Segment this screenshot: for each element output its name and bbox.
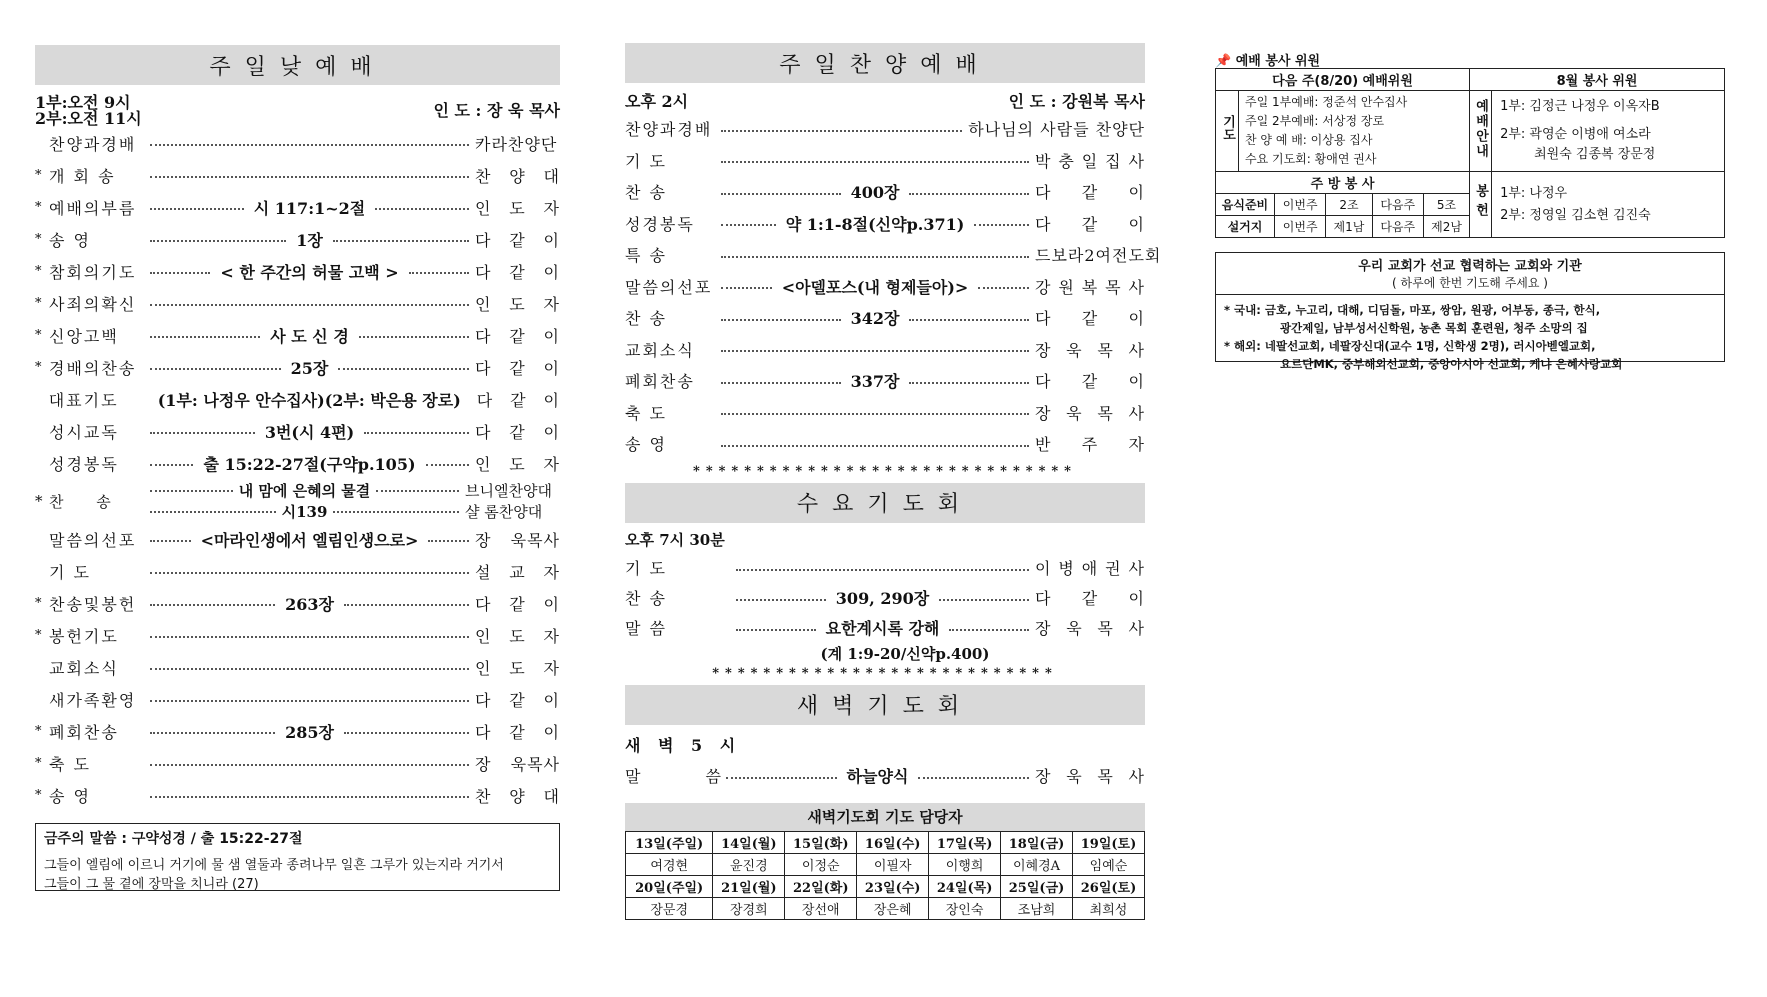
order-row — [35, 619, 560, 651]
dawn-name-cell: 장인숙 — [929, 897, 1001, 919]
row-label: 교회소식 — [625, 340, 695, 360]
row-star: * — [35, 327, 42, 343]
order-row — [35, 287, 560, 319]
order-row — [35, 779, 560, 811]
row-person: 드보라2여전도회 — [1035, 246, 1162, 266]
verse-title: 금주의 말씀 : 구약성경 / 출 15:22-27절 — [44, 831, 303, 847]
order-row — [35, 319, 560, 351]
row-person: 설 교 자 — [475, 562, 560, 582]
order-row — [625, 428, 1145, 460]
order-row — [35, 383, 560, 415]
order-row — [625, 334, 1145, 366]
row-label: 대표기도 — [48, 390, 119, 410]
order-row — [35, 191, 560, 223]
dawn-sermon-row — [625, 759, 1145, 793]
row-label: 기 도 — [625, 151, 667, 171]
order-row — [35, 127, 560, 159]
row-detail: < 한 주간의 허물 고백 > — [220, 262, 399, 282]
order-row — [35, 523, 560, 555]
row-star: * — [35, 199, 42, 215]
verse-line-1: 그들이 엘림에 이르니 거기에 물 샘 열둘과 종려나무 일흔 그루가 있는지라 거기서 — [44, 858, 504, 873]
row-person: 장 욱목사 — [475, 530, 561, 550]
row-person: 이 병 애 권 사 — [1035, 559, 1145, 578]
order-row — [625, 302, 1145, 334]
banner-title: 주일낮예배 — [209, 54, 386, 80]
row-label: 송 영 — [625, 435, 667, 455]
dawn-schedule-title: 새벽기도회 기도 담당자 — [625, 803, 1145, 831]
dawn-name-cell: 장은혜 — [857, 897, 929, 919]
column-sunday-morning — [35, 0, 560, 891]
row-person: 인 도 자 — [475, 658, 560, 678]
kitchen-this: 이번주 — [1274, 216, 1325, 238]
next-week-title: 다음 주(8/20) 예배위원 — [1216, 69, 1470, 91]
divider-stars-2: *************************** — [712, 665, 1058, 681]
dawn-day-cell: 25일(금) — [1001, 875, 1073, 897]
prayer-line: 수요 기도회: 황애연 권사 — [1245, 152, 1377, 166]
row-star: * — [35, 627, 42, 643]
row-detail: 342장 — [850, 309, 900, 329]
dawn-day-cell: 15일(화) — [785, 831, 857, 853]
hymn-row — [35, 479, 560, 523]
order-row — [35, 683, 560, 715]
row-label: 말씀의선포 — [49, 530, 137, 550]
hymn-choir1-song: 내 맘에 은혜의 물결 — [238, 482, 371, 500]
hymn-label: 찬 송 — [49, 492, 125, 511]
row-detail: 263장 — [285, 594, 334, 614]
order-row — [35, 555, 560, 587]
order-row — [35, 747, 560, 779]
row-person: 장 욱 목 사 — [1035, 340, 1145, 360]
row-label: 말씀의선포 — [625, 277, 713, 297]
kitchen-row-name: 음식준비 — [1216, 194, 1275, 216]
row-star: * — [35, 231, 42, 247]
row-label: 폐회찬송 — [49, 722, 119, 742]
dawn-name-cell: 장선애 — [785, 897, 857, 919]
prayer-line: 주일 1부예배: 정준석 안수집사 — [1245, 95, 1408, 109]
order-list-2 — [35, 523, 560, 811]
kitchen-row-name: 설거지 — [1216, 216, 1275, 238]
row-label: 참회의기도 — [49, 262, 137, 282]
row-label: 경배의찬송 — [49, 358, 137, 378]
order-row — [625, 365, 1145, 397]
mission-sub: ( 하루에 한번 기도해 주세요 ) — [1216, 274, 1724, 295]
afternoon-time-row — [625, 87, 1145, 113]
column-service-committee — [1215, 0, 1725, 371]
order-row — [35, 255, 560, 287]
mission-title: 우리 교회가 선교 협력하는 교회와 기관 — [1358, 259, 1582, 274]
dawn-name-cell: 임예순 — [1072, 853, 1144, 875]
row-person: 다 같 이 — [1035, 372, 1146, 392]
domestic-line-2: 광간제일, 남부성서신학원, 농촌 목회 훈련원, 청주 소망의 집 — [1280, 321, 1588, 335]
committee-table — [1215, 68, 1725, 238]
offering-line: 2부: 정영일 김소현 김진숙 — [1500, 207, 1651, 223]
row-label: 찬 송 — [625, 309, 667, 329]
row-person: 다 같 이 — [475, 262, 560, 282]
dawn-banner — [625, 685, 1145, 725]
order-row — [625, 397, 1145, 429]
wednesday-banner — [625, 483, 1145, 523]
row-person: 강 원 복 목 사 — [1035, 277, 1146, 297]
time-first: 1부:오전 9시 — [35, 93, 131, 112]
dawn-day-cell: 22일(화) — [785, 875, 857, 897]
order-row — [625, 239, 1162, 271]
row-label: 성경봉독 — [625, 214, 695, 234]
row-star: * — [35, 167, 42, 183]
row-label: 송 영 — [49, 786, 91, 806]
row-label: 특 송 — [625, 246, 667, 266]
overseas-line-1: 네팔선교회, 네팔장신대(교수 1명, 신학생 2명), 러시아벧엘교회, — [1264, 339, 1596, 353]
row-star: * — [35, 723, 42, 739]
month-title: 8월 봉사 위원 — [1470, 69, 1725, 91]
offering-label: 봉헌 — [1470, 172, 1492, 238]
order-row — [625, 553, 1145, 583]
kitchen-this: 이번주 — [1274, 194, 1325, 216]
order-row — [625, 271, 1145, 303]
usher-line: 1부: 김정근 나정우 이옥자B — [1500, 99, 1660, 114]
kitchen-next-val: 제2남 — [1423, 216, 1469, 238]
kitchen-title: 주 방 봉 사 — [1216, 172, 1470, 194]
row-person: 다 같 이 — [1035, 309, 1146, 329]
row-person: 장 욱 목 사 — [1035, 619, 1146, 638]
row-person: 다 같 이 — [475, 358, 561, 378]
kitchen-next: 다음주 — [1372, 194, 1423, 216]
pin-icon: 📌 — [1215, 54, 1232, 69]
hymn-star: * — [35, 492, 43, 510]
overseas-line-2: 요르단MK, 중부해외선교회, 중앙아시아 선교회, 케냐 은혜사랑교회 — [1280, 357, 1623, 371]
row-label: 말 씀 — [625, 619, 667, 638]
kitchen-this-val: 제1남 — [1326, 216, 1372, 238]
column-afternoon — [625, 0, 1162, 920]
row-person: 박 충 일 집 사 — [1035, 151, 1145, 171]
row-detail: 400장 — [850, 183, 900, 203]
order-row — [35, 223, 560, 255]
dawn-name-cell: 장문경 — [626, 897, 713, 919]
banner-title: 수요기도회 — [796, 492, 974, 517]
mission-box — [1215, 252, 1725, 371]
dawn-name-cell: 이혜경A — [1001, 853, 1073, 875]
row-label: 찬양과경배 — [49, 134, 137, 154]
row-detail: 사 도 신 경 — [270, 326, 349, 346]
dawn-day-cell: 26일(토) — [1072, 875, 1144, 897]
row-person: 다 같 이 — [1035, 214, 1146, 234]
row-person: 인 도 자 — [475, 454, 561, 474]
order-row — [625, 145, 1145, 177]
dawn-day-cell: 23일(수) — [857, 875, 929, 897]
row-detail: 337장 — [850, 372, 900, 392]
order-row — [625, 176, 1145, 208]
row-star: * — [35, 295, 42, 311]
kitchen-next-val: 5조 — [1423, 194, 1469, 216]
row-detail: 285장 — [285, 722, 334, 742]
row-person: 다 같 이 — [475, 326, 561, 346]
overseas-label: * 해외: — [1224, 339, 1261, 353]
row-detail: <마라인생에서 엘림인생으로> — [200, 530, 419, 550]
row-person: 다 같 이 — [475, 422, 561, 442]
usher-line: 2부: 곽영순 이병애 여소라 — [1500, 127, 1651, 142]
wednesday-time: 오후 7시 30분 — [625, 530, 725, 549]
banner-title: 새벽기도회 — [796, 694, 974, 719]
dawn-name-cell: 최희성 — [1072, 897, 1144, 919]
order-row — [35, 351, 560, 383]
order-row — [625, 113, 1145, 145]
banner-title: 주일찬양예배 — [779, 52, 991, 78]
row-label: 찬 송 — [625, 589, 667, 608]
order-row — [35, 715, 560, 747]
row-label: 송 영 — [49, 230, 91, 250]
row-label: 말 씀 — [625, 767, 751, 786]
order-row — [625, 613, 1145, 643]
dawn-name-cell: 이행희 — [929, 853, 1001, 875]
verse-line-2: 그들이 그 물 곁에 장막을 치니라 (27) — [44, 877, 259, 892]
domestic-line-1: 금호, 누고리, 대해, 디딤돌, 마포, 쌍암, 원광, 어부동, 종극, 한식, — [1264, 303, 1601, 317]
row-person: 다 같 이 — [475, 722, 561, 742]
offering-list — [1492, 172, 1725, 238]
dawn-schedule — [625, 803, 1145, 920]
row-star: * — [35, 787, 42, 803]
dawn-day-cell: 16일(수) — [857, 831, 929, 853]
hymn-choir2: 샬 롬찬양대 — [465, 503, 543, 521]
dawn-name-cell: 조남희 — [1001, 897, 1073, 919]
row-star: * — [35, 755, 42, 771]
row-star: * — [35, 263, 42, 279]
offering-line: 1부: 나정우 — [1500, 185, 1568, 201]
order-row — [625, 583, 1145, 613]
row-person: 찬 양 대 — [475, 166, 560, 186]
row-detail: <아델포스(내 형제들아)> — [781, 277, 969, 297]
afternoon-time: 오후 2시 — [625, 91, 689, 111]
prayer-line: 찬 양 예 배: 이상용 집사 — [1245, 133, 1373, 147]
dawn-name-cell: 여경현 — [626, 853, 713, 875]
dawn-day-cell: 19일(토) — [1072, 831, 1144, 853]
row-person: 장 욱 목 사 — [1035, 767, 1146, 786]
row-person: 반 주 자 — [1035, 435, 1145, 455]
leader: 인 도 : 장 욱 목사 — [433, 101, 560, 120]
row-person: 카라찬양단 — [475, 134, 558, 154]
row-star: * — [35, 359, 42, 375]
row-person: 찬 양 대 — [475, 786, 560, 806]
row-person: 장 욱목사 — [475, 754, 560, 774]
hymn-choir1: 브니엘찬양대 — [465, 482, 552, 500]
row-label: 성시교독 — [49, 422, 119, 442]
row-person: 하나님의 사람들 찬양단 — [968, 120, 1145, 140]
row-person: 장 욱 목 사 — [1035, 403, 1145, 423]
row-detail: 309, 290장 — [835, 589, 930, 608]
row-label: 찬양과경배 — [625, 120, 713, 140]
row-label: 예배의부름 — [49, 198, 137, 218]
dawn-time: 새 벽 5 시 — [625, 735, 742, 755]
committee-heading-text: 예배 봉사 위원 — [1235, 54, 1321, 69]
afternoon-banner — [625, 43, 1145, 83]
wednesday-order-list — [625, 553, 1145, 643]
prayer-label: 기도 — [1216, 91, 1239, 172]
row-detail: (1부: 나정우 안수집사)(2부: 박은용 장로) — [157, 390, 461, 410]
committee-heading — [1215, 50, 1725, 68]
prayer-list — [1239, 91, 1470, 172]
row-label: 사죄의확신 — [49, 294, 137, 314]
wednesday-sub: (계 1:9-20/신약p.400) — [820, 644, 990, 663]
dawn-day-cell: 14일(월) — [713, 831, 785, 853]
dawn-day-cell: 17일(목) — [929, 831, 1001, 853]
kitchen-this-val: 2조 — [1326, 194, 1372, 216]
row-label: 축 도 — [625, 403, 667, 423]
row-label: 신앙고백 — [49, 326, 119, 346]
row-detail: 1장 — [296, 230, 323, 250]
row-detail: 요한계시록 강해 — [825, 619, 940, 638]
dawn-day-cell: 13일(주일) — [626, 831, 713, 853]
order-list — [35, 127, 560, 479]
row-person: 다 같 이 — [475, 594, 561, 614]
domestic-label: * 국내: — [1224, 303, 1261, 317]
order-row — [35, 651, 560, 683]
row-person: 다 같 이 — [475, 230, 560, 250]
row-detail: 약 1:1-8절(신약p.371) — [785, 214, 965, 234]
dawn-day-cell: 24일(목) — [929, 875, 1001, 897]
order-row — [625, 208, 1145, 240]
dawn-day-cell: 18일(금) — [1001, 831, 1073, 853]
kitchen-next: 다음주 — [1372, 216, 1423, 238]
usher-list — [1492, 91, 1725, 172]
row-label: 교회소식 — [49, 658, 119, 678]
order-row — [35, 587, 560, 619]
dawn-name-cell: 이필자 — [857, 853, 929, 875]
row-label: 기 도 — [49, 562, 91, 582]
row-detail: 25장 — [290, 358, 329, 378]
dawn-day-cell: 21일(월) — [713, 875, 785, 897]
hymn-choir2-song: 시139 — [281, 503, 328, 521]
row-label: 기 도 — [625, 559, 667, 578]
row-label: 성경봉독 — [49, 454, 119, 474]
row-label: 찬 송 — [625, 183, 667, 203]
afternoon-leader: 인 도 : 강원복 목사 — [1008, 91, 1145, 111]
dawn-name-cell: 이정순 — [785, 853, 857, 875]
row-person: 인 도 자 — [475, 294, 560, 314]
row-label: 폐회찬송 — [625, 372, 695, 392]
row-label: 축 도 — [49, 754, 91, 774]
row-person: 다 같 이 — [476, 390, 560, 410]
row-person: 다 같 이 — [1035, 589, 1145, 608]
dawn-day-cell: 20일(주일) — [626, 875, 713, 897]
row-person: 다 같 이 — [475, 690, 560, 710]
row-detail: 출 15:22-27절(구약p.105) — [203, 454, 416, 474]
order-row — [35, 415, 560, 447]
row-label: 새가족환영 — [49, 690, 137, 710]
service-times — [35, 91, 560, 127]
row-person: 다 같 이 — [1035, 183, 1146, 203]
row-label: 봉헌기도 — [49, 626, 119, 646]
row-person: 인 도 자 — [475, 626, 560, 646]
dawn-name-cell: 윤진경 — [713, 853, 785, 875]
divider-stars-1: ****************************** — [693, 463, 1077, 479]
row-person: 인 도 자 — [475, 198, 560, 218]
row-detail: 하늘양식 — [846, 767, 909, 786]
dawn-name-cell: 장경희 — [713, 897, 785, 919]
time-second: 2부:오전 11시 — [35, 109, 142, 128]
usher-line: 최원숙 김종복 장문정 — [1534, 147, 1656, 162]
order-row — [35, 447, 560, 479]
row-star: * — [35, 595, 42, 611]
prayer-line: 주일 2부예배: 서상정 장로 — [1245, 114, 1385, 128]
row-label: 찬송및봉헌 — [49, 594, 137, 614]
row-detail: 시 117:1~2절 — [253, 198, 366, 218]
usher-label: 예배안내 — [1470, 91, 1492, 172]
weekly-verse-box — [35, 823, 560, 891]
row-detail: 3번(시 4편) — [264, 422, 355, 442]
sunday-morning-banner — [35, 45, 560, 85]
row-label: 개 회 송 — [49, 166, 116, 186]
dawn-schedule-table — [625, 831, 1145, 920]
afternoon-order-list — [625, 113, 1162, 460]
order-row — [35, 159, 560, 191]
